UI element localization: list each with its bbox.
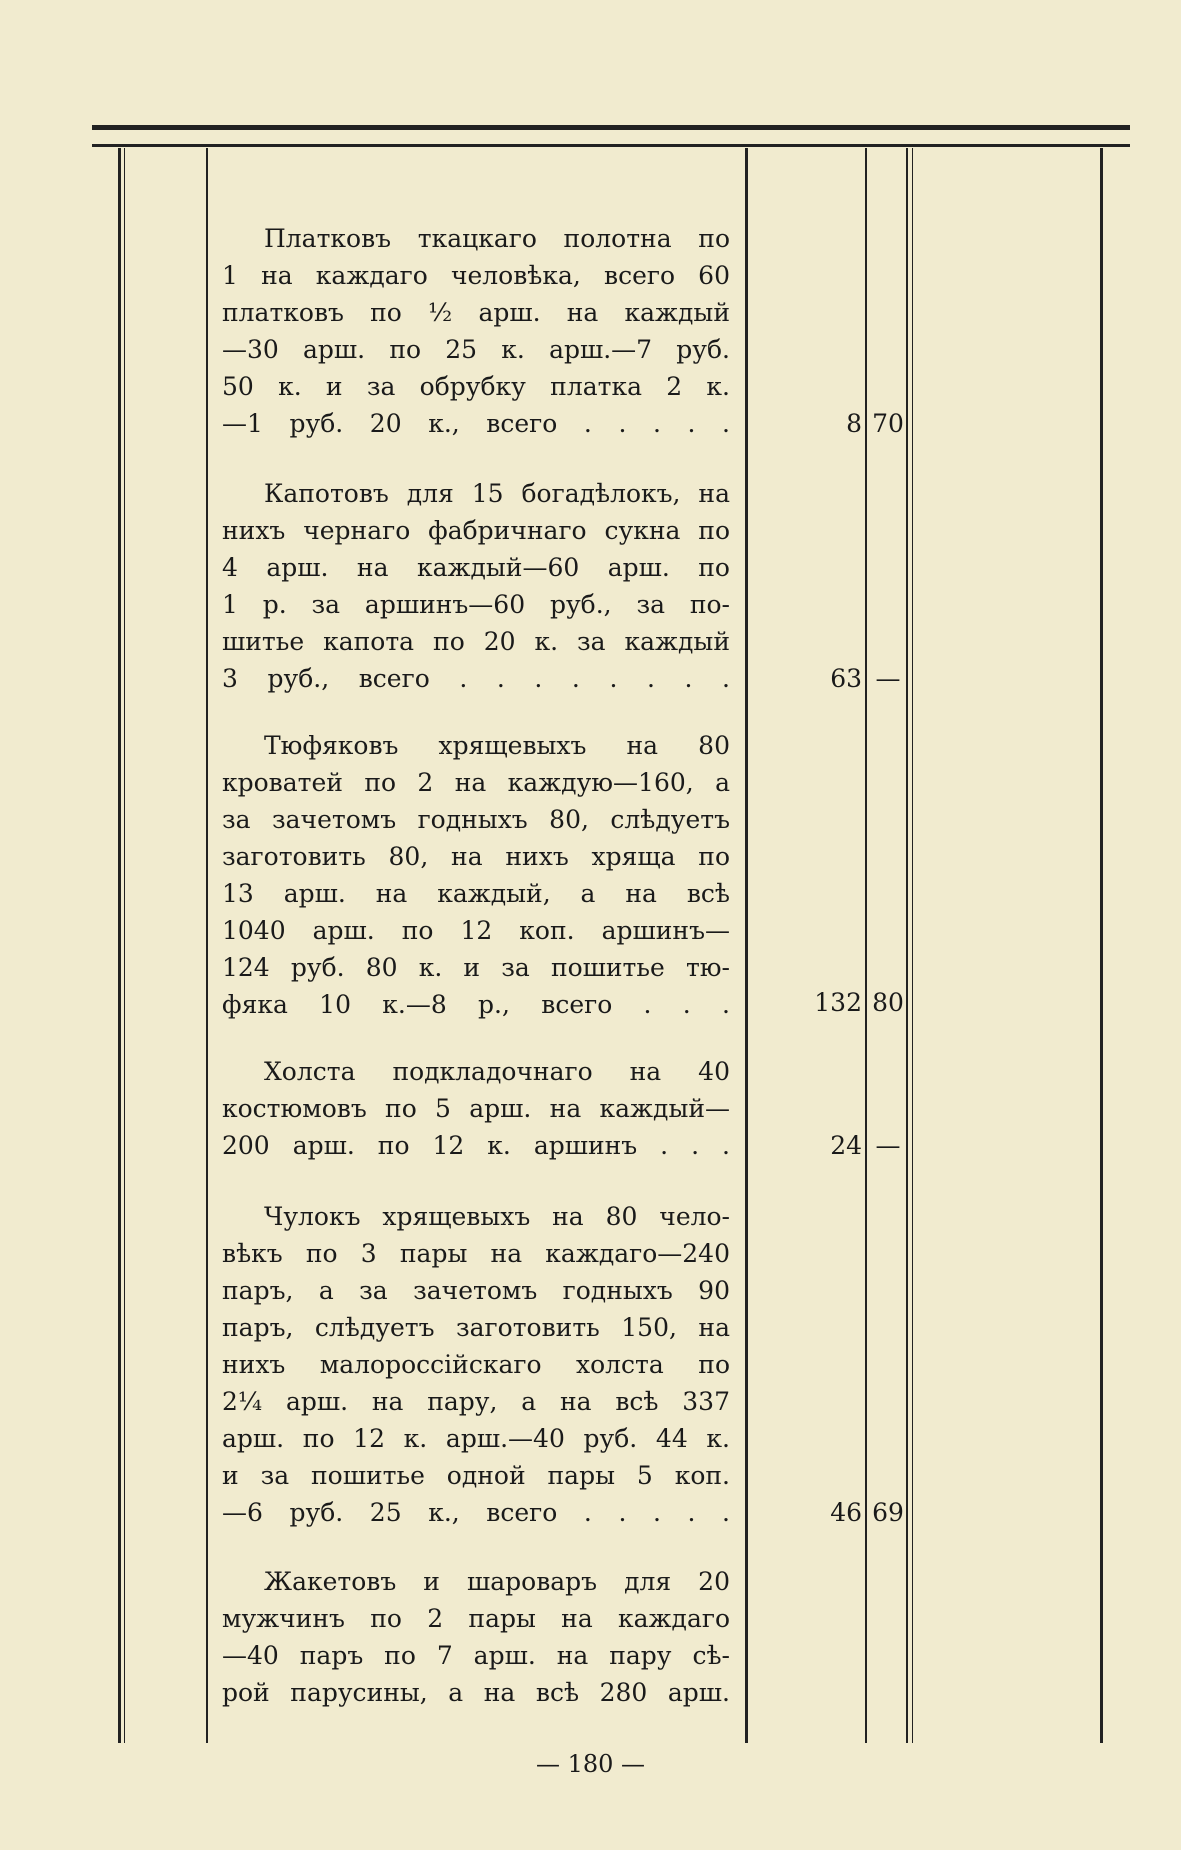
entry-line: 200 арш. по 12 к. аршинъ . . . — [222, 1131, 730, 1160]
kopecks-amount: — — [875, 1131, 901, 1160]
kopecks-amount: 80 — [872, 988, 904, 1017]
ledger-entry — [222, 220, 730, 442]
entry-line: 13 арш. на каждый, а на всѣ — [222, 879, 730, 908]
entry-line: мужчинъ по 2 пары на каждаго — [222, 1604, 730, 1633]
entry-line: кроватей по 2 на каждую—160, а — [222, 768, 730, 797]
entry-line: 4 арш. на каждый—60 арш. по — [222, 553, 730, 582]
rubles-amount: 8 — [846, 409, 862, 438]
top-double-rule — [92, 125, 1130, 147]
entry-line: 1 на каждаго человѣка, всего 60 — [222, 261, 730, 290]
column-rule — [912, 148, 913, 1743]
column-rule — [206, 148, 208, 1743]
entry-line: костюмовъ по 5 арш. на каждый— — [222, 1094, 730, 1123]
entry-line: Капотовъ для 15 богадѣлокъ, на — [264, 479, 730, 508]
kopecks-amount: — — [875, 664, 901, 693]
ledger-entry — [222, 1198, 730, 1531]
column-rule — [124, 148, 125, 1743]
rubles-amount: 132 — [814, 988, 862, 1017]
entry-line: 124 руб. 80 к. и за пошитье тю- — [222, 953, 730, 982]
entry-line: Жакетовъ и шароваръ для 20 — [264, 1567, 730, 1596]
entry-line: паръ, слѣдуетъ заготовить 150, на — [222, 1313, 730, 1342]
entry-line: паръ, а за зачетомъ годныхъ 90 — [222, 1276, 730, 1305]
ledger-entry — [222, 475, 730, 697]
entry-line: вѣкъ по 3 пары на каждаго—240 — [222, 1239, 730, 1268]
entry-line: и за пошитье одной пары 5 коп. — [222, 1461, 730, 1490]
column-rule — [865, 148, 867, 1743]
column-rule — [118, 148, 121, 1743]
entry-line: —1 руб. 20 к., всего . . . . . — [222, 409, 730, 438]
entry-line: 50 к. и за обрубку платка 2 к. — [222, 372, 730, 401]
ledger-entry — [222, 1053, 730, 1164]
entry-line: шитье капота по 20 к. за каждый — [222, 627, 730, 656]
page-number: — 180 — — [535, 1750, 646, 1778]
entry-line: фяка 10 к.—8 р., всего . . . — [222, 990, 730, 1019]
entry-line: за зачетомъ годныхъ 80, слѣдуетъ — [222, 805, 730, 834]
entry-line: Чулокъ хрящевыхъ на 80 чело- — [264, 1202, 730, 1231]
column-rule — [1100, 148, 1103, 1743]
entry-line: 1040 арш. по 12 коп. аршинъ— — [222, 916, 730, 945]
entry-line: 3 руб., всего . . . . . . . . — [222, 664, 730, 693]
entry-line: 2¼ арш. на пару, а на всѣ 337 — [222, 1387, 730, 1416]
entry-line: нихъ малороссійскаго холста по — [222, 1350, 730, 1379]
rubles-amount: 46 — [830, 1498, 862, 1527]
entry-line: арш. по 12 к. арш.—40 руб. 44 к. — [222, 1424, 730, 1453]
entry-line: платковъ по ½ арш. на каждый — [222, 298, 730, 327]
entry-line: Холста подкладочнаго на 40 — [264, 1057, 730, 1086]
ledger-entry — [222, 727, 730, 1023]
entry-line: рой парусины, а на всѣ 280 арш. — [222, 1678, 730, 1707]
entry-line: Тюфяковъ хрящевыхъ на 80 — [264, 731, 730, 760]
entry-line: Платковъ ткацкаго полотна по — [264, 224, 730, 253]
entry-line: нихъ чернаго фабричнаго сукна по — [222, 516, 730, 545]
entry-line: —40 паръ по 7 арш. на пару сѣ- — [222, 1641, 730, 1670]
kopecks-amount: 69 — [872, 1498, 904, 1527]
rubles-amount: 63 — [830, 664, 862, 693]
entry-line: 1 р. за аршинъ—60 руб., за по- — [222, 590, 730, 619]
rubles-amount: 24 — [830, 1131, 862, 1160]
entry-line: заготовить 80, на нихъ хряща по — [222, 842, 730, 871]
entry-line: —30 арш. по 25 к. арш.—7 руб. — [222, 335, 730, 364]
kopecks-amount: 70 — [872, 409, 904, 438]
ledger-entry — [222, 1563, 730, 1711]
entry-line: —6 руб. 25 к., всего . . . . . — [222, 1498, 730, 1527]
